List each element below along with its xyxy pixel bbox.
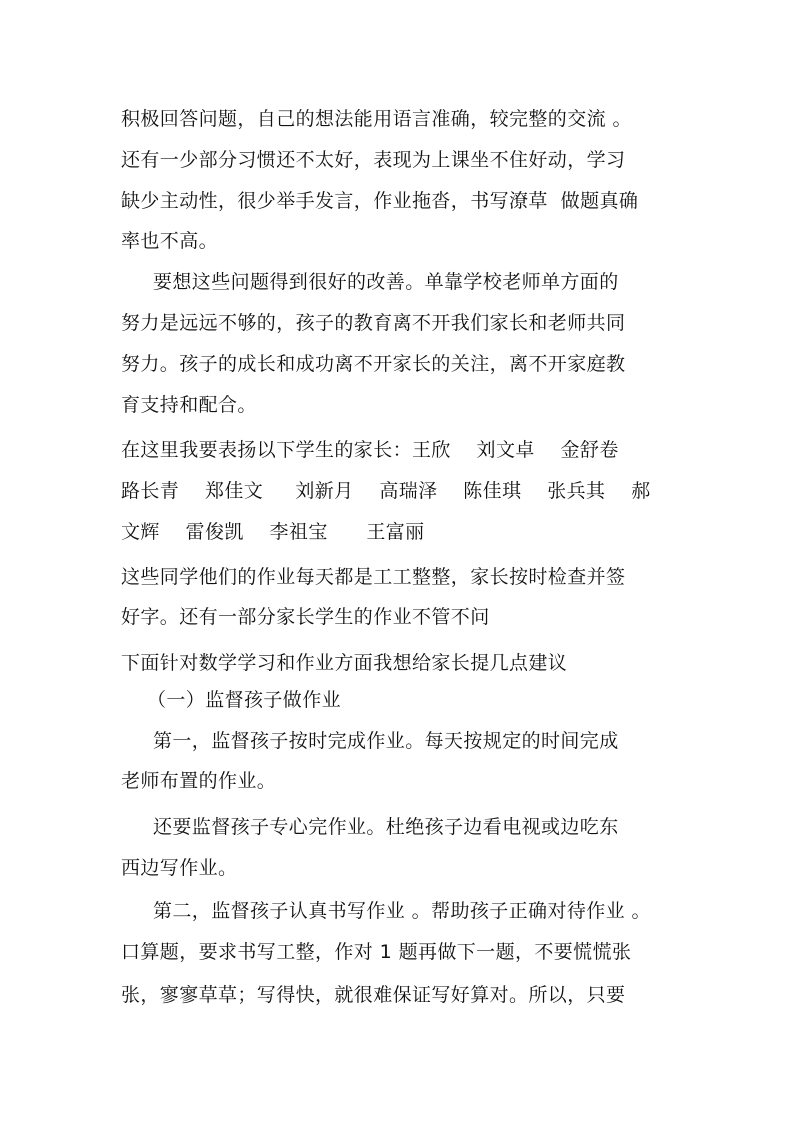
text-line: 西边写作业。 (121, 857, 238, 879)
text-line: 口算题，要求书写工整，作对 1 题再做下一题，不要慌慌张 (121, 941, 632, 963)
text-line: 育支持和配合。 (121, 394, 257, 416)
text-line: 还要监督孩子专心完作业。杜绝孩子边看电视或边吃东 (153, 816, 619, 838)
text-line: 要想这些问题得到很好的改善。单靠学校老师单方面的 (153, 271, 619, 293)
text-line: 路长青 郑佳文 刘新月 高瑞泽 陈佳琪 张兵其 郝 (121, 480, 651, 502)
text-line: 率也不高。 (121, 230, 219, 252)
text-line: 张，寥寥草草；写得快，就很难保证写好算对。所以，只要 (121, 984, 626, 1006)
section-heading: （一）监督孩子做作业 (147, 689, 342, 711)
text-line: 下面针对数学学习和作业方面我想给家长提几点建议 (121, 652, 568, 674)
text-line: 努力是远远不够的，孩子的教育离不开我们家长和老师共同 (121, 312, 626, 334)
text-line: 还有一少部分习惯还不太好，表现为上课坐不住好动，学习 (121, 149, 626, 171)
text-line: 第二，监督孩子认真书写作业 。帮助孩子正确对待作业 。 (153, 900, 651, 922)
text-line: 好字。还有一部分家长学生的作业不管不问 (121, 606, 490, 628)
text-line: 老师布置的作业。 (121, 770, 277, 792)
text-line: 努力。孩子的成长和成功离不开家长的关注，离不开家庭教 (121, 353, 626, 375)
text-line: 文辉 雷俊凯 李祖宝 王富丽 (121, 521, 425, 543)
text-line: 缺少主动性，很少举手发言，作业拖沓，书写潦草 做题真确 (121, 190, 639, 212)
text-line: 这些同学他们的作业每天都是工工整整，家长按时检查并签 (121, 566, 626, 588)
text-line: 积极回答问题，自己的想法能用语言准确，较完整的交流 。 (121, 108, 632, 130)
text-line: 在这里我要表扬以下学生的家长：王欣 刘文卓 金舒卷 (121, 439, 619, 461)
text-line: 第一，监督孩子按时完成作业。每天按规定的时间完成 (153, 730, 619, 752)
